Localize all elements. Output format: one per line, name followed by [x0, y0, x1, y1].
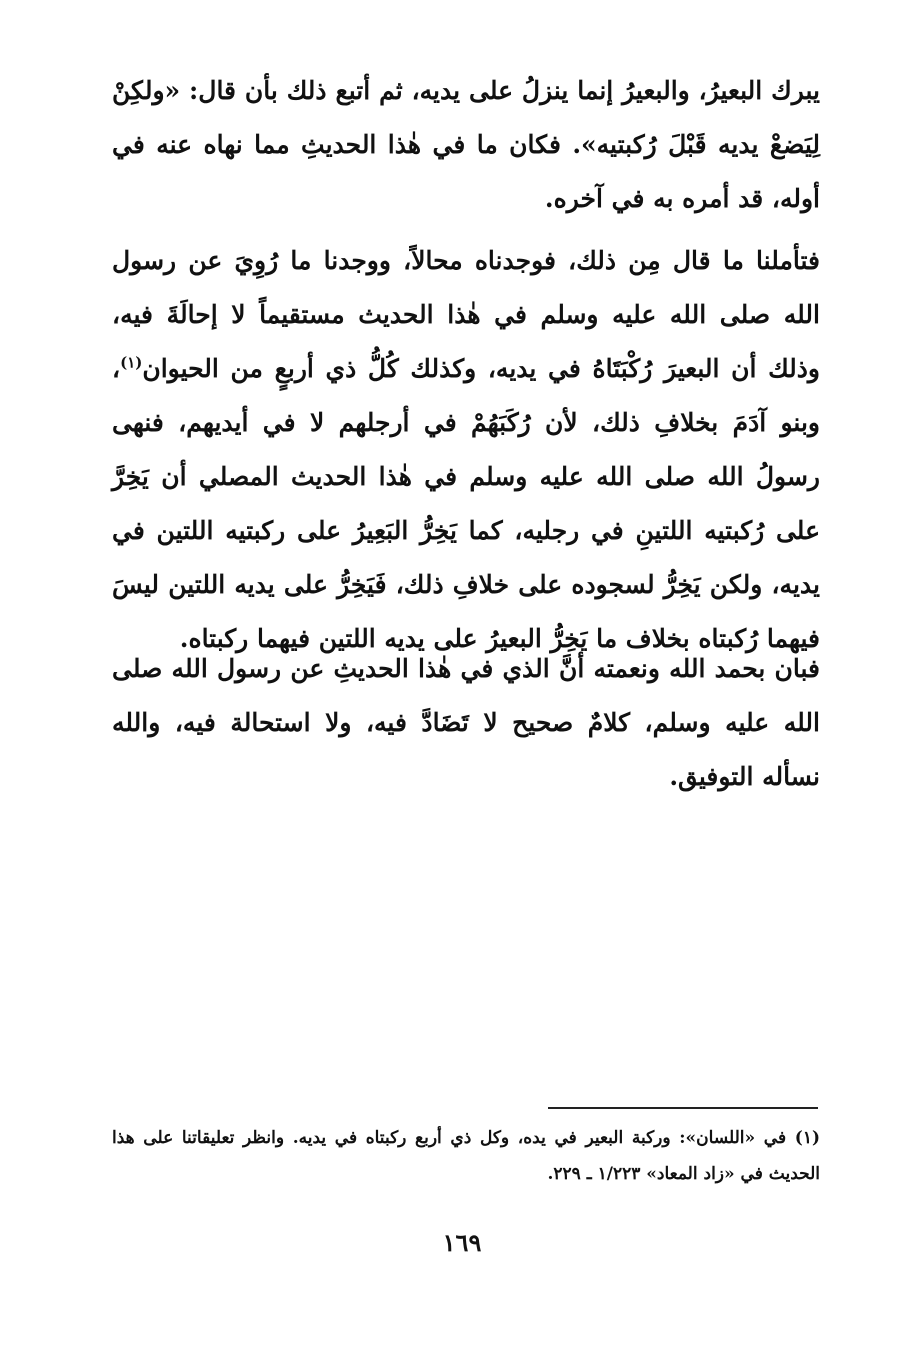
footnote-reference[interactable]: (١): [120, 353, 143, 372]
paragraph-1: [112, 64, 820, 226]
paragraph-1-text: يبرك البعيرُ، والبعيرُ إنما ينزلُ على يديه، ثم أتبع ذلك بأن قال: «ولكِنْ لِيَضعْ يديه قَبْلَ رُكبتيه». فكان ما في هٰذا الحديثِ مما نهاه عنه في أوله، قد أمره به في آخره.: [112, 76, 820, 213]
footnote-number: (١): [794, 1128, 821, 1148]
page-number: ١٦٩: [442, 1228, 482, 1257]
paragraph-3-text: فبان بحمد الله ونعمته أنَّ الذي في هٰذا الحديثِ عن رسول الله صلى الله عليه وسلم، كلامٌ صحيح لا تَضَادَّ فيه، ولا استحالة فيه، والله نسأله التوفيق.: [112, 654, 820, 791]
paragraph-2: [112, 234, 820, 666]
footnote-divider: [548, 1107, 818, 1109]
footnote-text: في «اللسان»: وركبة البعير في يده، وكل ذي أربع ركبتاه في يديه. وانظر تعليقاتنا على هذا الحديث في «زاد المعاد» ١/٢٢٣ ـ ٢٢٩.: [112, 1128, 820, 1184]
paragraph-2-text-end: ، وبنو آدَمَ بخلافِ ذلك، لأن رُكَبَهُمْ في أرجلهم لا في أيديهم، فنهى رسولُ الله صلى الله عليه وسلم في هٰذا الحديث المصلي أن يَخِرَّ على رُكبتيه اللتينِ في رجليه، كما يَخِرُّ البَعِيرُ على ركبتيه اللتين في يديه، ولكن يَخِرُّ لسجوده على خلافِ ذلك، فَيَخِرُّ على يديه اللتين ليسَ فيهما رُكبتاه بخلاف ما يَخِرُّ البعيرُ على يديه اللتين فيهما ركبتاه.: [112, 354, 820, 653]
paragraph-3: [112, 642, 820, 804]
footnote: [112, 1120, 820, 1192]
paragraph-2-text-start: فتأملنا ما قال مِن ذلك، فوجدناه محالاً، ووجدنا ما رُوِيَ عن رسول الله صلى الله عليه وسلم في هٰذا الحديث مستقيماً لا إحالَةَ فيه، وذلك أن البعيرَ رُكْبَتَاهُ في يديه، وكذلك كُلُّ ذي أربعٍ من الحيوان: [112, 246, 820, 383]
